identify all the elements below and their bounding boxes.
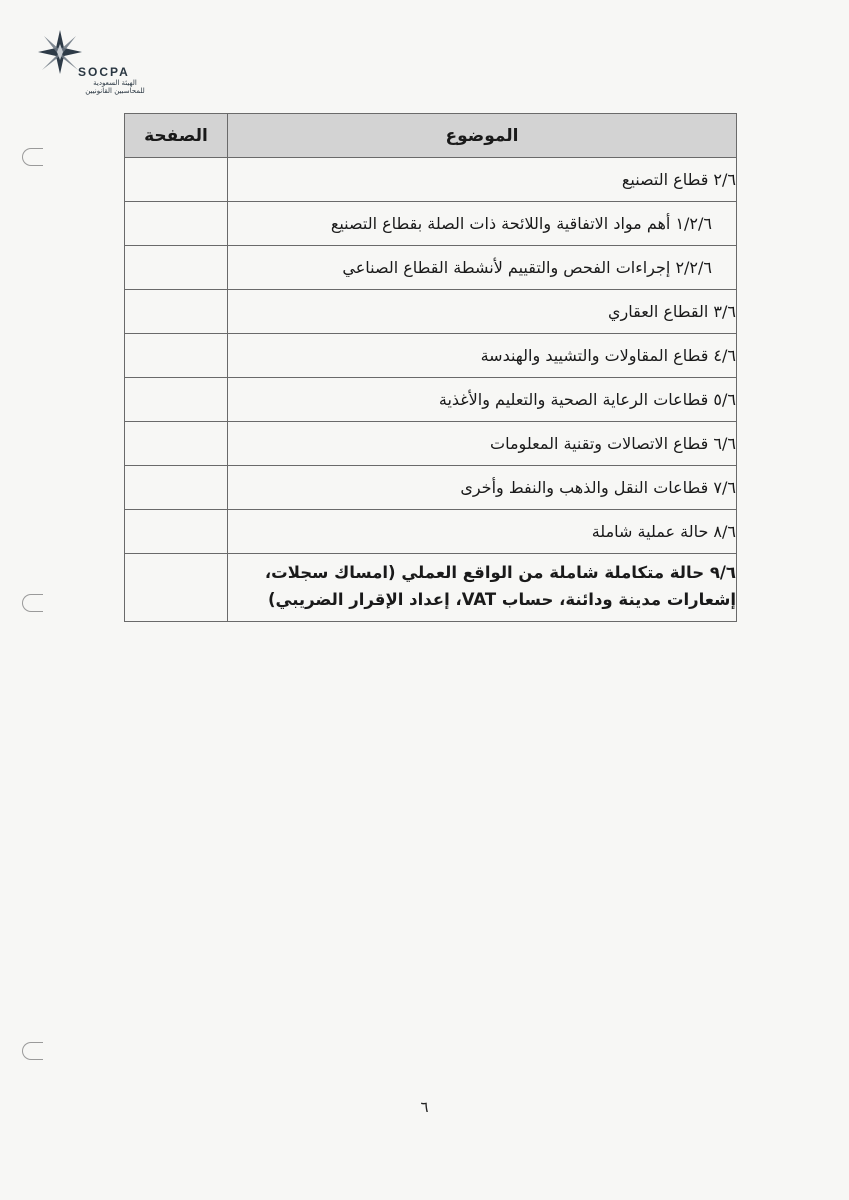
table-row xyxy=(125,466,737,510)
socpa-logo xyxy=(30,28,160,100)
row-page xyxy=(125,246,228,290)
table-row xyxy=(125,334,737,378)
logo-arabic-line1: الهيئة السعودية xyxy=(93,79,137,87)
row-page xyxy=(125,510,228,554)
row-topic: ١/٢/٦ أهم مواد الاتفاقية واللائحة ذات الصلة بقطاع التصنيع xyxy=(228,202,737,246)
table-row xyxy=(125,422,737,466)
row-topic: ٢/٦ قطاع التصنيع xyxy=(228,158,737,202)
table-row xyxy=(125,202,737,246)
table-header-row xyxy=(125,114,737,158)
row-page xyxy=(125,554,228,622)
row-topic: ٩/٦ حالة متكاملة شاملة من الواقع العملي (امساك سجلات، إشعارات مدينة ودائنة، حساب VAT، إعداد الإقرار الضريبي) xyxy=(228,554,737,622)
row-page xyxy=(125,290,228,334)
row-page xyxy=(125,202,228,246)
row-topic: ٨/٦ حالة عملية شاملة xyxy=(228,510,737,554)
table-row xyxy=(125,510,737,554)
row-topic: ٣/٦ القطاع العقاري xyxy=(228,290,737,334)
table-row xyxy=(125,158,737,202)
table-of-contents xyxy=(124,113,737,622)
row-page xyxy=(125,422,228,466)
row-topic: ٥/٦ قطاعات الرعاية الصحية والتعليم والأغذية xyxy=(228,378,737,422)
table-row xyxy=(125,246,737,290)
punch-hole-mark xyxy=(22,594,43,612)
row-topic: ٢/٢/٦ إجراءات الفحص والتقييم لأنشطة القطاع الصناعي xyxy=(228,246,737,290)
header-page: الصفحة xyxy=(125,114,228,158)
punch-hole-mark xyxy=(22,148,43,166)
logo-name: SOCPA xyxy=(78,65,130,79)
row-topic: ٤/٦ قطاع المقاولات والتشييد والهندسة xyxy=(228,334,737,378)
row-page xyxy=(125,334,228,378)
table-row xyxy=(125,378,737,422)
header-topic: الموضوع xyxy=(228,114,737,158)
logo-arabic-name xyxy=(74,79,156,95)
row-page xyxy=(125,466,228,510)
punch-hole-mark xyxy=(22,1042,43,1060)
row-topic: ٦/٦ قطاع الاتصالات وتقنية المعلومات xyxy=(228,422,737,466)
table-row xyxy=(125,290,737,334)
table-row xyxy=(125,554,737,622)
page-number: ٦ xyxy=(420,1098,429,1116)
row-topic: ٧/٦ قطاعات النقل والذهب والنفط وأخرى xyxy=(228,466,737,510)
row-page xyxy=(125,158,228,202)
logo-arabic-line2: للمحاسبين القانونيين xyxy=(85,87,145,95)
row-page xyxy=(125,378,228,422)
